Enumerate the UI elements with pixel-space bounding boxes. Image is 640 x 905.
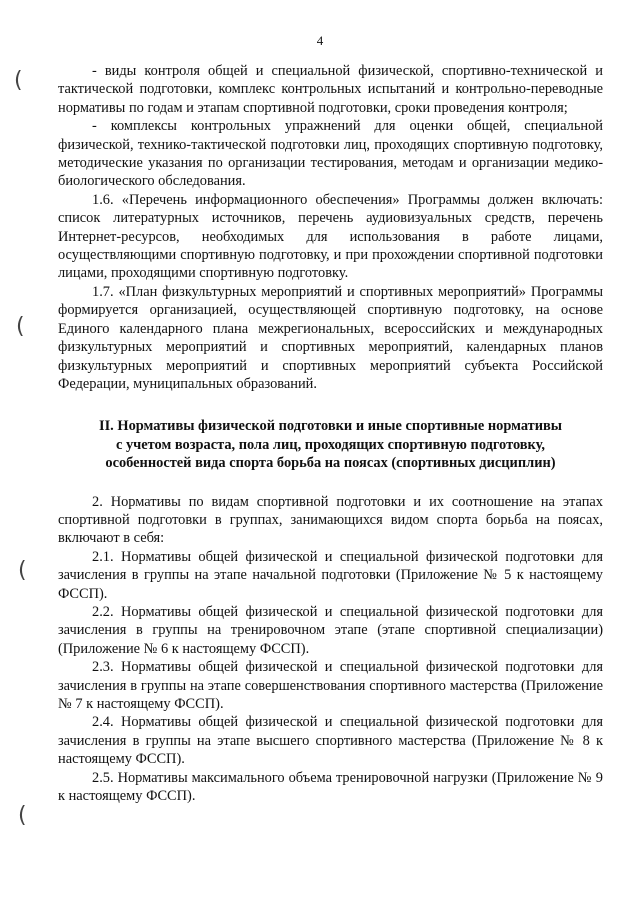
punch-hole-mark: (	[14, 68, 23, 93]
section-heading-line: II. Нормативы физической подготовки и иные спортивные нормативы	[98, 418, 563, 435]
section-heading-line: особенностей вида спорта борьба на поясах (спортивных дисциплин)	[105, 455, 556, 472]
paragraph-2-5: 2.5. Нормативы максимального объема тренировочной нагрузки (Приложение № 9 к настоящему ФССП).	[58, 769, 603, 805]
paragraph-control-exercises: - комплексы контрольных упражнений для оценки общей, специальной физической, технико-тактической подготовки лиц, проходящих спортивную подготовку, методические указания по организации тестирования, методам и организации медико-биологического обследования.	[58, 118, 603, 190]
paragraph-2-4: 2.4. Нормативы общей физической и специальной физической подготовки для зачисления в группы на этапе высшего спортивного мастерства (Приложение № 8 к настоящему ФССП).	[58, 714, 603, 768]
document-body	[58, 62, 603, 805]
section-heading-line: с учетом возраста, пола лиц, проходящих спортивную подготовку,	[116, 436, 545, 453]
punch-hole-mark: (	[18, 558, 27, 583]
section-heading	[58, 417, 603, 472]
punch-hole-mark: (	[18, 803, 27, 828]
paragraph-control-types: - виды контроля общей и специальной физической, спортивно-технической и тактической подготовки, комплекс контрольных испытаний и контрольно-переводные нормативы по годам и этапам спортивной подготовки, сроки проведения контроля;	[58, 63, 603, 116]
paragraph-2: 2. Нормативы по видам спортивной подготовки и их соотношение на этапах спортивной подготовки в группах, занимающихся видом спорта борьба на поясах, включают в себя:	[58, 493, 603, 547]
paragraph-2-2: 2.2. Нормативы общей физической и специальной физической подготовки для зачисления в группы на тренировочном этапе (этапе спортивной специализации) (Приложение № 6 к настоящему ФССП).	[58, 603, 603, 657]
punch-hole-mark: (	[16, 314, 25, 339]
paragraph-1-7: 1.7. «План физкультурных мероприятий и спортивных мероприятий» Программы формируется организацией, осуществляющей спортивную подготовку, на основе Единого календарного плана межрегиональных, всероссийских и международных физкультурных мероприятий и спортивных мероприятий, календарных планов физкультурных мероприятий и спортивных мероприятий субъекта Российской Федерации, муниципальных образований.	[58, 283, 603, 392]
paragraph-1-6: 1.6. «Перечень информационного обеспечения» Программы должен включать: список литературных источников, перечень аудиовизуальных средств, перечень Интернет-ресурсов, необходимых для использования в работе лицами, осуществляющими спортивную подготовку, и при прохождении спортивной подготовки лицами, проходящими спортивную подготовку.	[58, 191, 603, 282]
paragraph-2-3: 2.3. Нормативы общей физической и специальной физической подготовки для зачисления в группы на этапе совершенствования спортивного мастерства (Приложение № 7 к настоящему ФССП).	[58, 659, 603, 712]
paragraph-2-1: 2.1. Нормативы общей физической и специальной физической подготовки для зачисления в группы на этапе начальной подготовки (Приложение № 5 к настоящему ФССП).	[58, 548, 603, 602]
page-number: 4	[316, 33, 324, 48]
